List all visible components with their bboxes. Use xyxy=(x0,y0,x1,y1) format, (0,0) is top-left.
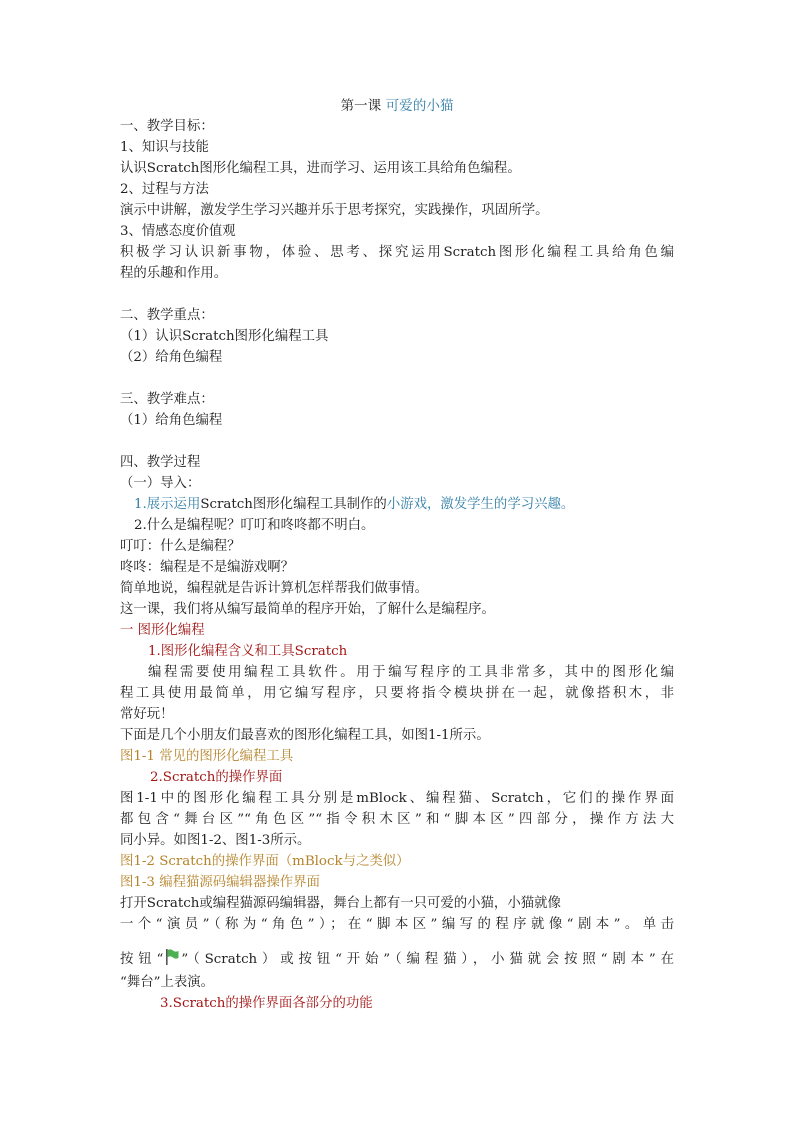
dialog-line: 咚咚：编程是不是编游戏啊？ xyxy=(120,560,295,575)
figure-caption-1-3: 图1-3 编程猫源码编辑器操作界面 xyxy=(120,875,320,890)
dialog-line: 这一课，我们将从编写最简单的程序开始，了解什么是编程序。 xyxy=(120,602,495,617)
key-point-item: （2）给角色编程 xyxy=(120,350,223,365)
intro-item-2: 2.什么是编程呢？叮叮和咚咚都不明白。 xyxy=(134,518,375,533)
figure-caption-1-2: 图1-2 Scratch的操作界面（mBlock与之类似） xyxy=(120,854,410,869)
paragraph-line: 常好玩！ xyxy=(120,707,174,722)
paragraph-line: 都包含“舞台区”“角色区”“指令积木区”和“脚本区”四部分，操作方法大 xyxy=(120,812,674,827)
page-title xyxy=(0,96,794,116)
paragraph-line: “舞台”上表演。 xyxy=(120,975,215,990)
paragraph-line: 程工具使用最简单，用它编写程序，只要将指令模块拼在一起，就像搭积木，非 xyxy=(120,686,674,701)
goal-item: 2、过程与方法 xyxy=(120,182,209,197)
section-heading-process: 四、教学过程 xyxy=(120,455,201,470)
subheading-meaning: 1.图形化编程含义和工具Scratch xyxy=(148,644,348,659)
paragraph-text-after-flag: ”（Scratch）或按钮“开始”（编程猫），小猫就会按照“剧本”在 xyxy=(181,952,674,967)
goal-paragraph-line: 程的乐趣和作用。 xyxy=(120,266,228,281)
paragraph-line: 图1-1中的图形化编程工具分别是mBlock、编程猫、Scratch，它们的操作界面 xyxy=(120,791,674,806)
section-heading-difficulties: 三、教学难点： xyxy=(120,392,214,407)
paragraph-text-before-flag: 按钮“ xyxy=(120,952,164,967)
subheading-ui: 2.Scratch的操作界面 xyxy=(150,770,283,785)
section-heading-key-points: 二、教学重点： xyxy=(120,308,214,323)
intro-item-1-mid: Scratch图形化编程工具制作的 xyxy=(200,497,387,512)
dialog-line: 简单地说，编程就是告诉计算机怎样帮我们做事情。 xyxy=(120,581,428,596)
part-heading-graphical-programming: 一 图形化编程 xyxy=(120,623,205,638)
dialog-line: 叮叮：什么是编程？ xyxy=(120,539,241,554)
goal-item: 1、知识与技能 xyxy=(120,140,209,155)
goal-paragraph-line: 积极学习认识新事物，体验、思考、探究运用Scratch图形化编程工具给角色编 xyxy=(120,245,674,260)
paragraph-line: 同小异。如图1-2、图1-3所示。 xyxy=(120,833,311,848)
intro-item-1-tail: 小游戏，激发学生的学习兴趣。 xyxy=(386,497,575,512)
subheading-functions: 3.Scratch的操作界面各部分的功能 xyxy=(160,996,373,1011)
goal-item: 认识Scratch图形化编程工具，进而学习、运用该工具给角色编程。 xyxy=(120,161,521,176)
paragraph-line: 下面是几个小朋友们最喜欢的图形化编程工具，如图1-1所示。 xyxy=(120,728,490,743)
paragraph-line: 打开Scratch或编程猫源码编辑器，舞台上都有一只可爱的小猫，小猫就像 xyxy=(120,896,561,911)
intro-item-1 xyxy=(134,495,574,515)
difficulty-item: （1）给角色编程 xyxy=(120,413,223,428)
lesson-number: 第一课 xyxy=(340,98,382,114)
figure-caption-1-1: 图1-1 常见的图形化编程工具 xyxy=(120,749,294,764)
key-point-item: （1）认识Scratch图形化编程工具 xyxy=(120,329,329,344)
paragraph-line: 一个“演员”（称为“角色”）；在“脚本区”编写的程序就像“剧本”。单击 xyxy=(120,917,674,932)
section-heading-goals: 一、教学目标： xyxy=(120,119,214,134)
goal-item: 3、情感态度价值观 xyxy=(120,224,236,239)
intro-heading: （一）导入： xyxy=(120,476,201,491)
intro-item-1-lead: 1.展示运用 xyxy=(134,497,201,512)
goal-item: 演示中讲解，激发学生学习兴趣并乐于思考探究，实践操作，巩固所学。 xyxy=(120,203,549,218)
paragraph-line-with-flag xyxy=(120,948,674,970)
green-flag-icon xyxy=(164,948,180,966)
lesson-name: 可爱的小猫 xyxy=(385,98,454,114)
paragraph-line: 编程需要使用编程工具软件。用于编写程序的工具非常多，其中的图形化编 xyxy=(148,665,674,680)
